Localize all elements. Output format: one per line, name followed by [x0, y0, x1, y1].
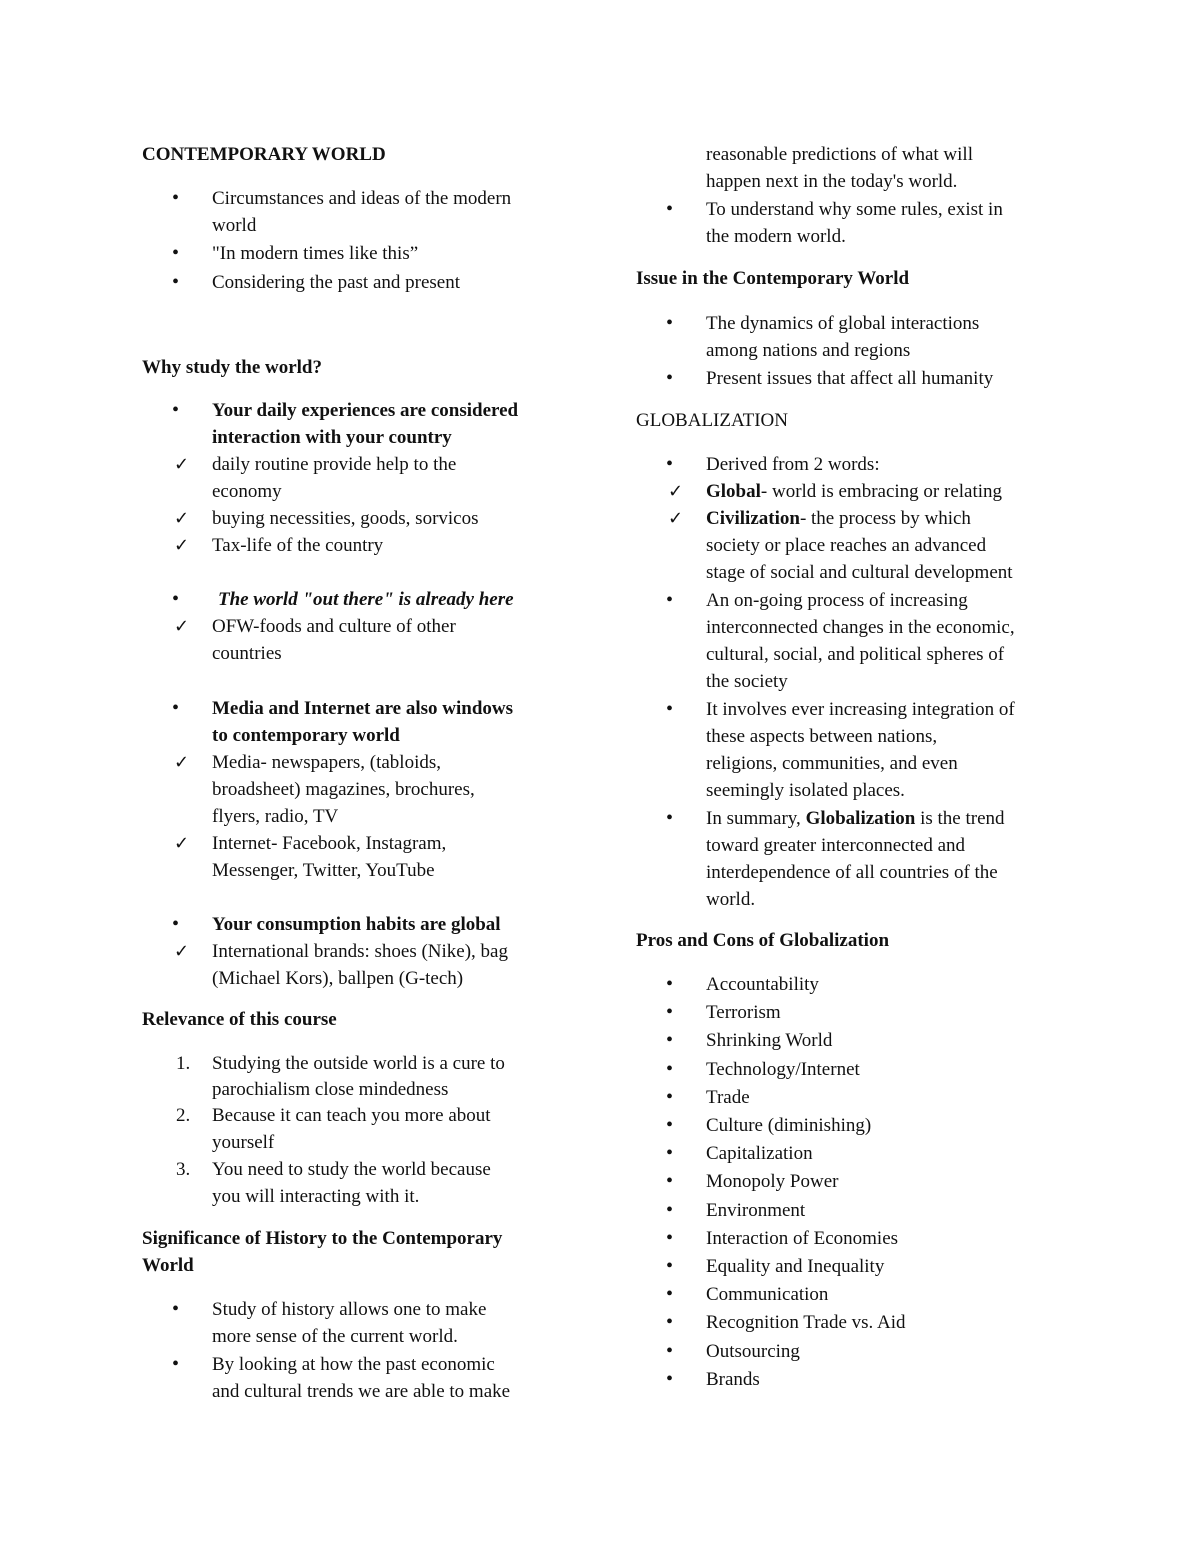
significance-item-cont: reasonable predictions of what will — [706, 144, 973, 165]
list-item: Outsourcing — [706, 1340, 800, 1362]
checkmark-icon — [174, 613, 189, 640]
significance-item: To understand why some rules, exist in — [706, 199, 1003, 220]
significance-item-cont: more sense of the current world. — [212, 1326, 458, 1347]
checkmark-icon — [668, 478, 683, 505]
bullet — [172, 269, 179, 296]
intro-item: "In modern times like this” — [212, 243, 419, 264]
bullet — [666, 805, 673, 832]
issue-item-cont: among nations and regions — [706, 340, 911, 361]
glob-summary-suffix: is the trend — [915, 808, 1005, 829]
list-item: Trade — [706, 1086, 750, 1108]
glob-item — [706, 805, 1005, 832]
intro-item: Considering the past and present — [212, 272, 461, 293]
relevance-item-cont: parochialism close mindedness — [212, 1079, 449, 1100]
significance-item-cont: the modern world. — [706, 226, 846, 247]
list-item: Technology/Internet — [706, 1058, 860, 1080]
glob-subitem — [706, 505, 971, 532]
why-subpoint-cont: Messenger, Twitter, YouTube — [212, 860, 435, 881]
checkmark-icon — [174, 938, 189, 965]
issue-item: Present issues that affect all humanity — [706, 368, 994, 389]
why-point: Media and Internet are also windows — [212, 698, 514, 719]
relevance-item-cont: yourself — [212, 1132, 275, 1153]
glob-item: An on-going process of increasing — [706, 590, 968, 611]
bullet — [666, 1338, 673, 1365]
list-number: 3. — [176, 1159, 191, 1180]
glob-item-cont: seemingly isolated places. — [706, 780, 905, 801]
intro-item: Circumstances and ideas of the modern — [212, 188, 512, 209]
significance-item: By looking at how the past economic — [212, 1354, 495, 1375]
list-item: Communication — [706, 1284, 829, 1306]
glob-item-cont: cultural, social, and political spheres of — [706, 644, 1005, 665]
glob-item-cont: interdependence of all countries of the — [706, 862, 998, 883]
bullet — [172, 695, 179, 722]
relevance-item-cont: you will interacting with it. — [212, 1186, 420, 1207]
significance-item: Study of history allows one to make — [212, 1299, 487, 1320]
checkmark-icon — [174, 830, 189, 857]
list-item: Equality and Inequality — [706, 1256, 885, 1277]
relevance-item: Because it can teach you more about — [212, 1105, 491, 1126]
why-subpoint-cont: economy — [212, 481, 282, 502]
glob-item: Derived from 2 words: — [706, 454, 880, 475]
bullet — [666, 451, 673, 478]
bullet — [666, 587, 673, 614]
bullet — [172, 1296, 179, 1323]
glob-term-definition: - world is embracing or relating — [760, 481, 1003, 502]
list-item: Interaction of Economies — [706, 1227, 899, 1249]
bullet — [172, 586, 179, 613]
bullet — [172, 911, 179, 938]
section-heading-significance-cont: World — [142, 1255, 194, 1276]
section-heading-globalization: GLOBALIZATION — [636, 410, 788, 431]
why-subpoint: Internet- Facebook, Instagram, — [212, 833, 447, 854]
glob-item: It involves ever increasing integration of — [706, 699, 1015, 720]
bullet — [172, 1351, 179, 1378]
why-subpoint: Tax-life of the country — [212, 535, 384, 556]
glob-item-cont: world. — [706, 889, 756, 910]
why-subpoint: OFW-foods and culture of other — [212, 616, 456, 637]
list-number: 2. — [176, 1105, 191, 1126]
bullet — [666, 310, 673, 337]
section-heading-relevance: Relevance of this course — [142, 1009, 337, 1030]
list-item: Culture (diminishing) — [706, 1115, 872, 1136]
why-subpoint: Media- newspapers, (tabloids, — [212, 752, 441, 773]
section-heading-issue: Issue in the Contemporary World — [636, 268, 910, 289]
section-heading-significance: Significance of History to the Contemporary — [142, 1228, 503, 1249]
why-point-cont: interaction with your country — [212, 427, 452, 448]
why-subpoint-cont: countries — [212, 643, 282, 664]
list-item: Brands — [706, 1368, 760, 1390]
glob-item-cont: these aspects between nations, — [706, 726, 938, 747]
why-subpoint: International brands: shoes (Nike), bag — [212, 941, 508, 962]
why-subpoint: daily routine provide help to the — [212, 454, 457, 475]
bullet — [666, 196, 673, 223]
glob-subitem-cont: stage of social and cultural development — [706, 562, 1013, 583]
checkmark-icon — [174, 451, 189, 478]
bullet — [666, 1084, 673, 1111]
bullet — [172, 185, 179, 212]
why-subpoint: buying necessities, goods, sorvicos — [212, 508, 479, 529]
list-item: Capitalization — [706, 1143, 813, 1165]
relevance-item: Studying the outside world is a cure to — [212, 1053, 505, 1074]
checkmark-icon — [174, 532, 189, 559]
bullet — [666, 999, 673, 1026]
bullet — [666, 1281, 673, 1308]
significance-item-cont: happen next in the today's world. — [706, 171, 958, 192]
bullet — [666, 1027, 673, 1054]
list-item: Monopoly Power — [706, 1171, 839, 1193]
bullet — [666, 1225, 673, 1252]
checkmark-icon — [174, 749, 189, 776]
glob-item-cont: religions, communities, and even — [706, 753, 958, 774]
section-heading-why: Why study the world? — [142, 357, 322, 378]
why-point: Your consumption habits are global — [212, 914, 501, 935]
glob-subitem-cont: society or place reaches an advanced — [706, 535, 987, 556]
list-item: Terrorism — [706, 1002, 781, 1024]
bullet — [666, 1366, 673, 1393]
glob-summary-term: Globalization — [805, 808, 916, 829]
why-subpoint-cont: flyers, radio, TV — [212, 806, 339, 827]
list-number: 1. — [176, 1053, 191, 1074]
glob-term-global: Global — [706, 481, 761, 502]
why-point: Your daily experiences are considered — [212, 400, 519, 421]
why-point: The world "out there" is already here — [218, 589, 514, 610]
why-point-cont: to contemporary world — [212, 725, 400, 746]
list-item: Environment — [706, 1199, 806, 1221]
glob-subitem — [706, 478, 1002, 505]
list-item: Shrinking World — [706, 1030, 833, 1052]
bullet — [666, 1197, 673, 1224]
glob-term-civilization: Civilization — [706, 508, 800, 529]
bullet — [666, 365, 673, 392]
section-heading-pros-cons: Pros and Cons of Globalization — [636, 930, 890, 951]
glob-term-definition: - the process by which — [799, 508, 971, 529]
bullet — [666, 1253, 673, 1280]
glob-item-cont: interconnected changes in the economic, — [706, 617, 1015, 638]
bullet — [666, 1056, 673, 1083]
bullet — [666, 971, 673, 998]
document-title: CONTEMPORARY WORLD — [142, 144, 386, 165]
bullet — [666, 1140, 673, 1167]
glob-item-cont: toward greater interconnected and — [706, 835, 966, 856]
issue-item: The dynamics of global interactions — [706, 313, 980, 334]
glob-item-cont: the society — [706, 671, 788, 692]
relevance-item: You need to study the world because — [212, 1159, 491, 1180]
bullet — [172, 240, 179, 267]
list-item: Recognition Trade vs. Aid — [706, 1312, 906, 1334]
why-subpoint-cont: broadsheet) magazines, brochures, — [212, 779, 475, 800]
list-item: Accountability — [706, 974, 819, 995]
intro-item-cont: world — [212, 215, 257, 236]
glob-summary-prefix: In summary, — [706, 808, 806, 829]
bullet — [666, 696, 673, 723]
checkmark-icon — [668, 505, 683, 532]
bullet — [666, 1112, 673, 1139]
checkmark-icon — [174, 505, 189, 532]
bullet — [666, 1168, 673, 1195]
why-subpoint-cont: (Michael Kors), ballpen (G-tech) — [212, 968, 464, 989]
significance-item-cont: and cultural trends we are able to make — [212, 1381, 511, 1402]
bullet — [666, 1309, 673, 1336]
bullet — [172, 397, 179, 424]
